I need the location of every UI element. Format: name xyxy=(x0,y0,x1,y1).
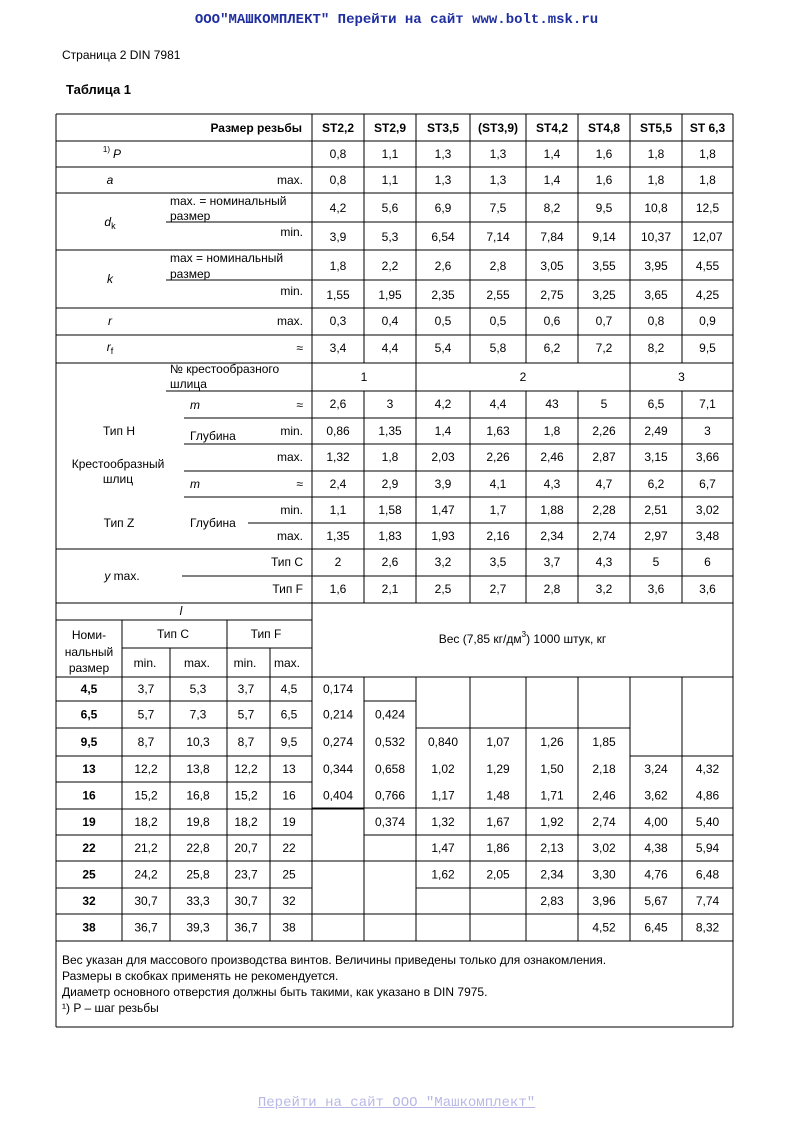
length-cell: 22,8 xyxy=(186,841,210,855)
value-cell: 1,3 xyxy=(434,173,452,187)
dimensions-table xyxy=(56,114,736,935)
weight-cell: 4,76 xyxy=(644,867,668,882)
type-h-label: Тип Н xyxy=(102,424,136,438)
value-cell: 4,3 xyxy=(595,555,613,569)
length-cell: 18,2 xyxy=(234,815,258,829)
weight-cell: 1,67 xyxy=(486,815,510,829)
max-label: max. xyxy=(276,450,303,464)
value-cell: 43 xyxy=(545,397,559,411)
nominal-size-cell: 9,5 xyxy=(80,735,98,749)
note-line: ¹) P – шаг резьбы xyxy=(62,1001,159,1015)
value-cell: 6,2 xyxy=(543,341,561,355)
value-cell: 7,14 xyxy=(486,230,510,244)
value-cell: 3,55 xyxy=(592,259,616,273)
recess-number: 3 xyxy=(678,370,685,384)
value-cell: 1,93 xyxy=(431,529,455,543)
value-cell: 6,9 xyxy=(434,201,452,215)
value-cell: 1,8 xyxy=(647,173,665,187)
value-cell: 1,1 xyxy=(381,147,399,161)
footer-link[interactable]: Перейти на сайт ООО "Машкомплект" xyxy=(257,1095,536,1111)
weight-cell: 2,34 xyxy=(540,867,564,882)
weight-cell: 4,86 xyxy=(695,788,720,803)
recess-number: 1 xyxy=(360,370,368,384)
value-cell: 0,9 xyxy=(699,314,716,328)
weight-cell: 1,71 xyxy=(540,788,564,803)
value-cell: 3 xyxy=(704,424,711,438)
value-cell: 1,95 xyxy=(378,288,402,302)
length-cell: 3,7 xyxy=(237,682,255,696)
value-cell: 3,6 xyxy=(699,582,716,596)
min-header: min. xyxy=(233,656,257,670)
value-cell: 8,2 xyxy=(543,201,561,215)
recess-label: Крестообразный xyxy=(71,457,165,471)
length-cell: 25 xyxy=(282,867,296,882)
value-cell: 2,2 xyxy=(381,259,399,273)
value-cell: 2,87 xyxy=(592,450,616,464)
max-header: max. xyxy=(273,656,301,670)
value-cell: 6 xyxy=(704,555,711,569)
length-cell: 23,7 xyxy=(234,867,258,882)
value-cell: 2,55 xyxy=(486,288,510,302)
table-title: Таблица 1 xyxy=(66,82,132,97)
value-cell: 1,8 xyxy=(381,450,399,464)
size-column-header: ST4,2 xyxy=(535,121,569,135)
value-cell: 3,05 xyxy=(540,259,564,273)
rf-label: $r_f$ xyxy=(106,340,114,356)
value-cell: 0,6 xyxy=(543,314,561,328)
weight-cell: 2,13 xyxy=(540,841,564,855)
length-cell: 30,7 xyxy=(234,894,258,908)
weight-cell: 0,424 xyxy=(374,707,406,722)
weight-cell: 2,74 xyxy=(592,815,616,829)
value-cell: 10,8 xyxy=(644,201,668,215)
min-label: min. xyxy=(280,424,303,438)
weight-cell: 1,07 xyxy=(486,735,510,749)
approx-label: ≈ xyxy=(296,341,303,355)
weight-cell: 4,52 xyxy=(592,920,616,935)
value-cell: 2,34 xyxy=(540,529,564,543)
weight-cell: 5,40 xyxy=(695,815,720,829)
nominal-size-cell: 32 xyxy=(82,894,96,908)
value-cell: 0,4 xyxy=(381,314,399,328)
depth-label: Глубина xyxy=(190,516,236,530)
weight-cell: 8,32 xyxy=(695,920,720,935)
min-label: min. xyxy=(280,503,303,517)
length-cell: 32 xyxy=(282,894,296,908)
weight-cell: 2,83 xyxy=(540,894,564,908)
length-cell: 15,2 xyxy=(134,788,158,803)
length-cell: 19 xyxy=(282,815,296,829)
value-cell: 6,54 xyxy=(431,230,455,244)
nominal-size-header: размер xyxy=(68,661,110,675)
a-label: a xyxy=(106,173,114,187)
size-column-header: ST 6,3 xyxy=(689,121,726,135)
length-cell: 36,7 xyxy=(234,920,258,935)
weight-cell: 0,404 xyxy=(322,788,354,803)
value-cell: 3,4 xyxy=(329,341,347,355)
weight-cell: 3,02 xyxy=(592,841,616,855)
value-cell: 2 xyxy=(334,555,342,569)
value-cell: 4,4 xyxy=(381,341,399,355)
nominal-size-cell: 13 xyxy=(82,762,96,776)
value-cell: 1,35 xyxy=(378,424,402,438)
value-cell: 0,8 xyxy=(647,314,665,328)
length-cell: 12,2 xyxy=(234,762,258,776)
length-cell: 22 xyxy=(282,841,296,855)
recess-label: шлиц xyxy=(102,472,134,486)
value-cell: 1,7 xyxy=(489,503,507,517)
recess-number-label: № крестообразного xyxy=(170,362,280,376)
value-cell: 0,7 xyxy=(595,314,613,328)
value-cell: 2,26 xyxy=(486,450,510,464)
weight-cell: 1,29 xyxy=(486,762,510,776)
value-cell: 1,3 xyxy=(489,147,507,161)
weight-cell: 1,50 xyxy=(540,762,564,776)
y-label: y max. xyxy=(104,569,140,583)
weight-cell: 0,214 xyxy=(322,707,354,722)
value-cell: 2,7 xyxy=(489,582,507,596)
weight-cell: 1,32 xyxy=(431,815,455,829)
size-column-header: ST4,8 xyxy=(587,121,621,135)
size-column-header: ST3,5 xyxy=(426,121,460,135)
length-cell: 18,2 xyxy=(134,815,158,829)
k-max-label: max = номинальный xyxy=(170,251,284,265)
k-label: k xyxy=(107,272,113,286)
recess-number-label: шлица xyxy=(170,377,207,391)
length-cell: 5,7 xyxy=(137,707,155,722)
weight-cell: 1,86 xyxy=(486,841,510,855)
weight-cell: 2,46 xyxy=(592,788,616,803)
value-cell: 1,4 xyxy=(434,424,452,438)
weight-cell: 0,274 xyxy=(322,735,354,749)
value-cell: 3,15 xyxy=(644,450,668,464)
value-cell: 1,8 xyxy=(329,259,347,273)
value-cell: 2,5 xyxy=(434,582,452,596)
value-cell: 0,5 xyxy=(489,314,507,328)
r-label: r xyxy=(108,314,112,328)
value-cell: 2,8 xyxy=(543,582,561,596)
value-cell: 3,6 xyxy=(647,582,665,596)
value-cell: 1,32 xyxy=(326,450,350,464)
value-cell: 3,66 xyxy=(695,450,720,464)
length-cell: 6,5 xyxy=(280,707,298,722)
weight-cell: 2,05 xyxy=(486,867,510,882)
dk-max-label: max. = номинальный xyxy=(170,194,287,208)
value-cell: 5,8 xyxy=(489,341,507,355)
value-cell: 2,6 xyxy=(381,555,399,569)
value-cell: 2,28 xyxy=(592,503,616,517)
note-line: Размеры в скобках применять не рекомендуется. xyxy=(62,969,339,983)
value-cell: 1,8 xyxy=(699,173,716,187)
value-cell: 2,26 xyxy=(592,424,616,438)
value-cell: 5,3 xyxy=(381,230,399,244)
table-notes xyxy=(62,952,722,1016)
weight-cell: 3,62 xyxy=(644,788,668,803)
length-cell: 33,3 xyxy=(186,894,210,908)
value-cell: 3,2 xyxy=(434,555,452,569)
length-cell: 4,5 xyxy=(280,682,298,696)
length-label: l xyxy=(179,604,183,618)
value-cell: 6,7 xyxy=(699,477,716,491)
value-cell: 9,5 xyxy=(595,201,613,215)
weight-cell: 1,02 xyxy=(431,762,455,776)
size-column-header: (ST3,9) xyxy=(477,121,519,135)
value-cell: 2,46 xyxy=(540,450,564,464)
length-cell: 5,3 xyxy=(189,682,207,696)
approx-label: ≈ xyxy=(296,477,303,491)
length-cell: 30,7 xyxy=(134,894,158,908)
min-label: min. xyxy=(280,284,303,298)
value-cell: 3,2 xyxy=(595,582,613,596)
value-cell: 2,9 xyxy=(381,477,399,491)
depth-label: Глубина xyxy=(190,429,236,443)
max-label: max. xyxy=(276,314,303,328)
value-cell: 10,37 xyxy=(640,230,672,244)
type-c-header: Тип С xyxy=(156,627,190,641)
weight-cell: 3,30 xyxy=(592,867,616,882)
m-label: m xyxy=(190,477,200,491)
weight-cell: 3,96 xyxy=(592,894,616,908)
length-cell: 16 xyxy=(282,788,296,803)
value-cell: 9,14 xyxy=(592,230,616,244)
length-cell: 15,2 xyxy=(234,788,258,803)
length-cell: 9,5 xyxy=(280,735,298,749)
weight-cell: 1,48 xyxy=(486,788,510,803)
value-cell: 3,65 xyxy=(644,288,668,302)
length-cell: 10,3 xyxy=(186,735,210,749)
k-max-label: размер xyxy=(170,267,211,281)
pitch-label: $^{1)}$ P xyxy=(102,144,122,161)
type-f-header: Тип F xyxy=(250,627,282,641)
value-cell: 5,4 xyxy=(434,341,452,355)
max-label: max. xyxy=(276,173,303,187)
value-cell: 6,5 xyxy=(647,397,665,411)
value-cell: 2,51 xyxy=(644,503,668,517)
value-cell: 4,7 xyxy=(595,477,613,491)
value-cell: 7,5 xyxy=(489,201,507,215)
value-cell: 1,55 xyxy=(326,288,350,302)
length-cell: 5,7 xyxy=(237,707,255,722)
type-z-label: Тип Z xyxy=(103,516,135,530)
nominal-size-header: Номи- xyxy=(71,628,107,642)
value-cell: 5,6 xyxy=(381,201,399,215)
value-cell: 1,4 xyxy=(543,173,561,187)
weight-cell: 5,67 xyxy=(644,894,668,908)
weight-cell: 0,766 xyxy=(374,788,406,803)
value-cell: 5 xyxy=(600,397,608,411)
value-cell: 3,5 xyxy=(489,555,507,569)
weight-cell: 1,92 xyxy=(540,815,564,829)
value-cell: 2,49 xyxy=(644,424,668,438)
value-cell: 0,8 xyxy=(329,173,347,187)
weight-cell: 6,45 xyxy=(644,920,668,935)
length-cell: 8,7 xyxy=(137,735,155,749)
value-cell: 1,1 xyxy=(329,503,347,517)
value-cell: 2,6 xyxy=(329,397,347,411)
value-cell: 3,9 xyxy=(329,230,347,244)
recess-number: 2 xyxy=(519,370,527,384)
length-cell: 25,8 xyxy=(186,867,210,882)
value-cell: 4,1 xyxy=(489,477,507,491)
length-cell: 19,8 xyxy=(186,815,210,829)
value-cell: 2,74 xyxy=(592,529,616,543)
length-cell: 3,7 xyxy=(137,682,155,696)
nominal-size-header: нальный xyxy=(64,645,114,659)
value-cell: 0,3 xyxy=(329,314,347,328)
value-cell: 1,83 xyxy=(378,529,402,543)
value-cell: 2,8 xyxy=(489,259,507,273)
value-cell: 12,5 xyxy=(695,201,720,215)
value-cell: 1,6 xyxy=(595,147,613,161)
weight-cell: 4,00 xyxy=(644,815,668,829)
weight-cell: 1,85 xyxy=(592,735,616,749)
length-cell: 20,7 xyxy=(234,841,258,855)
length-cell: 36,7 xyxy=(134,920,158,935)
value-cell: 1,58 xyxy=(378,503,402,517)
length-cell: 13 xyxy=(282,762,296,776)
site-header-link[interactable]: ООО"МАШКОМПЛЕКТ" Перейти на сайт www.bolt.msk.ru xyxy=(194,12,599,28)
value-cell: 1,47 xyxy=(431,503,455,517)
weight-cell: 0,840 xyxy=(427,735,459,749)
value-cell: 4,2 xyxy=(434,397,452,411)
value-cell: 2,4 xyxy=(329,477,347,491)
value-cell: 4,3 xyxy=(543,477,561,491)
value-cell: 3 xyxy=(386,397,394,411)
page-reference: Страница 2 DIN 7981 xyxy=(62,48,181,62)
value-cell: 1,3 xyxy=(434,147,452,161)
nominal-size-cell: 4,5 xyxy=(80,682,98,696)
weight-header: Вес (7,85 $кг/дм^3$) 1000 штук, кг xyxy=(438,629,607,646)
note-line: Вес указан для массового производства винтов. Величины приведены только для ознакомления. xyxy=(62,953,607,967)
weight-cell: 1,62 xyxy=(431,867,455,882)
value-cell: 2,97 xyxy=(644,529,668,543)
length-cell: 24,2 xyxy=(134,867,158,882)
value-cell: 1,3 xyxy=(489,173,507,187)
value-cell: 6,2 xyxy=(647,477,665,491)
weight-cell: 2,18 xyxy=(592,762,616,776)
weight-cell: 0,374 xyxy=(374,815,406,829)
value-cell: 0,8 xyxy=(329,147,347,161)
nominal-size-cell: 22 xyxy=(82,841,96,855)
size-column-header: ST2,9 xyxy=(373,121,407,135)
weight-cell: 6,48 xyxy=(695,867,720,882)
value-cell: 4,2 xyxy=(329,201,347,215)
value-cell: 2,75 xyxy=(540,288,564,302)
nominal-size-cell: 38 xyxy=(82,920,96,935)
size-column-header: ST5,5 xyxy=(639,121,673,135)
value-cell: 12,07 xyxy=(692,230,723,244)
length-cell: 7,3 xyxy=(189,707,207,722)
value-cell: 3,48 xyxy=(695,529,720,543)
nominal-size-cell: 16 xyxy=(82,788,96,803)
value-cell: 0,5 xyxy=(434,314,452,328)
value-cell: 5 xyxy=(652,555,660,569)
max-label: max. xyxy=(276,529,303,543)
approx-label: ≈ xyxy=(296,398,303,412)
length-cell: 8,7 xyxy=(237,735,255,749)
dk-label: $d_k$ xyxy=(104,215,116,231)
type-f-label: Тип F xyxy=(272,582,303,596)
value-cell: 3,25 xyxy=(592,288,616,302)
value-cell: 3,02 xyxy=(695,503,720,517)
value-cell: 3,95 xyxy=(644,259,668,273)
value-cell: 4,4 xyxy=(489,397,507,411)
weight-cell: 5,94 xyxy=(695,841,720,855)
value-cell: 2,6 xyxy=(434,259,452,273)
value-cell: 7,1 xyxy=(699,397,716,411)
value-cell: 1,63 xyxy=(486,424,510,438)
min-header: min. xyxy=(133,656,157,670)
min-label: min. xyxy=(280,225,303,239)
nominal-size-cell: 19 xyxy=(82,815,96,829)
weight-cell: 1,17 xyxy=(431,788,455,803)
value-cell: 1,8 xyxy=(647,147,665,161)
weight-cell: 0,658 xyxy=(374,762,406,776)
weight-cell: 0,344 xyxy=(322,762,354,776)
value-cell: 4,55 xyxy=(695,259,720,273)
m-label: m xyxy=(190,398,200,412)
value-cell: 1,4 xyxy=(543,147,561,161)
weight-cell: 1,26 xyxy=(540,735,564,749)
weight-cell: 0,532 xyxy=(374,735,406,749)
value-cell: 3,7 xyxy=(543,555,561,569)
value-cell: 8,2 xyxy=(647,341,665,355)
max-header: max. xyxy=(183,656,211,670)
length-cell: 21,2 xyxy=(134,841,158,855)
value-cell: 0,86 xyxy=(326,424,350,438)
weight-cell: 4,38 xyxy=(644,841,668,855)
value-cell: 1,6 xyxy=(329,582,347,596)
weight-cell: 7,74 xyxy=(695,894,720,908)
type-c-label: Тип С xyxy=(270,555,303,569)
value-cell: 1,1 xyxy=(381,173,399,187)
value-cell: 1,6 xyxy=(595,173,613,187)
value-cell: 3,9 xyxy=(434,477,452,491)
weight-cell: 1,47 xyxy=(431,841,455,855)
note-line: Диаметр основного отверстия должны быть такими, как указано в DIN 7975. xyxy=(62,985,488,999)
nominal-size-cell: 6,5 xyxy=(80,707,98,722)
value-cell: 2,1 xyxy=(381,582,399,596)
value-cell: 7,2 xyxy=(595,341,613,355)
value-cell: 9,5 xyxy=(699,341,716,355)
value-cell: 1,88 xyxy=(540,503,564,517)
weight-cell: 4,32 xyxy=(695,762,720,776)
length-cell: 16,8 xyxy=(186,788,210,803)
size-column-header: ST2,2 xyxy=(321,121,355,135)
length-cell: 38 xyxy=(282,920,296,935)
value-cell: 1,8 xyxy=(543,424,561,438)
value-cell: 2,35 xyxy=(431,288,455,302)
length-cell: 13,8 xyxy=(186,762,210,776)
value-cell: 4,25 xyxy=(695,288,720,302)
value-cell: 7,84 xyxy=(540,230,564,244)
size-header: Размер резьбы xyxy=(210,121,302,135)
weight-cell: 3,24 xyxy=(644,762,668,776)
nominal-size-cell: 25 xyxy=(82,867,96,882)
value-cell: 1,35 xyxy=(326,529,350,543)
value-cell: 2,03 xyxy=(431,450,455,464)
weight-cell: 0,174 xyxy=(322,682,354,696)
value-cell: 2,16 xyxy=(486,529,510,543)
length-cell: 39,3 xyxy=(186,920,210,935)
value-cell: 1,8 xyxy=(699,147,716,161)
dk-max-label: размер xyxy=(170,209,211,223)
length-cell: 12,2 xyxy=(134,762,158,776)
